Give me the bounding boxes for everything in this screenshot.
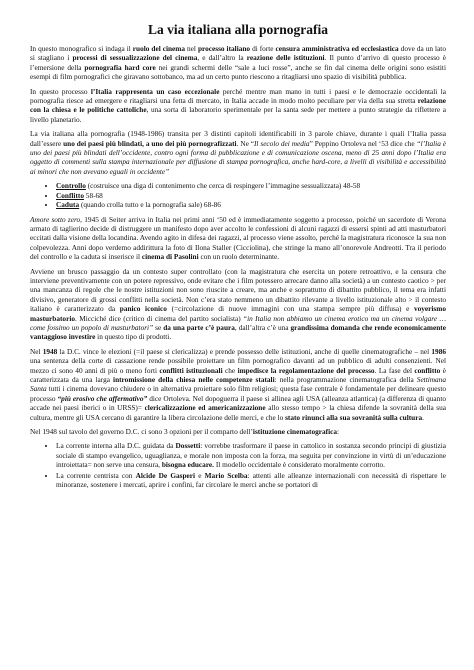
paragraph-context-shift: Avviene un brusco passaggio da un contesto super controllato (con la magistratura che esercita un potere retroattivo, e la censura che interviene preventivamente con un potere repressivo, onde evitare che i film potessero arrecare danno alla società) a un contesto caotico > per una mancanza di regole che le nostre istituzioni non sono riuscite a creare, ma anche e soprattutto di dibattito pubblico, il tema era infatti divisivo, generatore di grossi conflitti nella società. Non c’era stato nemmeno un dibattito rilevante a livello istituzionale alto > il contesto italiano è caratterizzato da panico iconico (=circolazione di nuove immagini con una stampa sempre più diffusa) e voyerismo masturbatorio. Micciché dice (critico di cinema del partito socialista) “in Italia non abbiamo un cinema erotico ma un cinema volgare … come fossimo un popolo di masturbatori” se da una parte c’è paura, dall’altra c’è una grandissima domanda che rende economicamente vantaggioso investire in questo tipo di prodotti. — [30, 266, 446, 342]
options-list — [30, 441, 446, 489]
chapter-item: • Conflitto 58-68 — [56, 191, 446, 200]
option-item: • La corrente interna alla D.C. guidata da Dossetti: vorrebbe trasformare il paese in cattolico in sostanza secondo principi di giustizia sociale di stampo evangelico, uguaglianza, e morale non imposta con la forza, ma seguita per convinzione in virtù di un’educazione introiettata= non serve una censura, bisogna educare. Il modello occidentale è considerato moralmente corrotto. — [56, 441, 446, 469]
document-title: La via italiana alla pornografia — [147, 22, 328, 37]
paragraph-intro: In questo monografico si indaga il ruolo del cinema nel processo italiano di forte censura amministrativa ed ecclesiastica dove da un lato si stagliano i processi di sessualizzazione del cinema, e dall’altro la reazione delle istituzioni. Il punto d’arrivo di questo processo è l’emersione della pornografia hard core nei grandi schermi delle “sale a luci rosse”, anche se fin dal cinema delle origini sono esistiti esempi di film pornografici che giravano sottobanco, ma ad un certo punto riescono a ritagliarsi uno spazio di visibilità pubblica. — [30, 44, 447, 82]
chapter-item: • Caduta (quando crolla tutto e la pornografia sale) 68-86 — [56, 200, 446, 209]
paragraph-italian-way: La via italiana alla pornografia (1948-1986) transita per 3 distinti capitoli identificabili in 3 parole chiave, durante i quali l’Italia passa dall’essere uno dei paesi più blindati, a uno dei più pornografizzati. Ne “Il secolo dei media” Peppino Ortoleva nel ‘53 dice che “l’Italia è uno dei paesi più blindati dell’occidente, contro ogni forma di pubblicazione e di comunicazione oscena, meno di 25 anni dopo l’Italia era oggetto di commenti sulla stampa internazionale per diffusione di stampa pornografica, anche hard-core, a livelli di visibilità e accessibilità ai minori che non avevano eguali in occidente” — [30, 129, 447, 176]
chapters-list — [30, 181, 446, 209]
paragraph-options-intro: Nel 1948 sul tavolo del governo D.C. ci sono 3 opzioni per il comparto dell’istituzione cinematografica: — [30, 427, 340, 437]
paragraph-amore-sotto-zero: Amore sotto zero, 1945 di Seiter arriva in Italia nei primi anni ‘50 ed è immediatamente soggetto a processo, poiché un sacerdote di Verona armato di taglierino decide di distruggere un manifesto dopo aver accolto le confessioni di alcuni ragazzi di essersi spinti ad atti masturbatori eccitati dalla visione della locandina. Avendo agito in difesa dei ragazzi, al processo viene assolto, perché la magistratura riconosce la sua non colpevolezza. Anni dopo verdemo addirittura la foto di Ilona Staller (Cicciolina), che stringe la mano all’onorevole Andreotti. Tra il periodo del controllo e la caduta si inserisce il cinema di Pasolini con un ruolo determinante. — [30, 214, 446, 262]
option-item: • La corrente centrista con Alcide De Gasperi e Mario Scelba: attenti alle alleanze internazionali con necessità di rispettare le minoranze, sostenere i mercati, aprire i confini, far circolare le merci anche se portatori di — [56, 471, 446, 490]
chapter-item: • Controllo (costruisce una diga di contenimento che cerca di respingere l’immagine sessualizzata) 48-58 — [56, 181, 446, 190]
paragraph-italy-exception: In questo processo l’Italia rappresenta un caso eccezionale perché mentre man mano in tutti i paesi e le democrazie occidentali la pornografia riesce ad emergere e ritagliarsi una fetta di mercato, in Italia accade in modo molto peculiare per via della sua stretta relazione con la chiesa e le politiche cattoliche, una sorta di laboratorio sperimentale per la santa sede per mettere a punto strategie da riflettere a livello planetario. — [30, 86, 446, 124]
paragraph-1948: Nel 1948 la D.C. vince le elezioni (=il paese si clericalizza) e prende possesso delle istituzioni, anche di quelle cinematografiche – nel 1986 una sentenza della corte di cassazione rende possibile proiettare un film pornografico davanti ad un pubblico di adulti consenzienti. Nel mezzo ci sono 40 anni di più o meno forti conflitti istituzionali che impedisce la regolamentazione del processo. La fase del conflitto è caratterizzata da una larga intromissione della chiesa nelle competenze statali: nella programmazione cinematografica della Settimana Santa tutti i cinema dovevano chiudere o in alternativa proiettare solo film religiosi; questa fase centrale è fondamentale per delineare questo processo “più erosivo che affermativo” dice Ortoleva. Nel dopoguerra il paese si allinea agli USA (alleanza atlantica) (a differenza di quanto accade nei paesi iberici o in URSS)= clericalizzazione ed americanizzazione allo stesso tempo > la chiesa difende la sovranità della sua cultura, mentre gli USA cercano di garantire la libera circolazione delle merci, e che lo stato rinunci alla sua sovranità sulla cultura. — [30, 346, 446, 422]
